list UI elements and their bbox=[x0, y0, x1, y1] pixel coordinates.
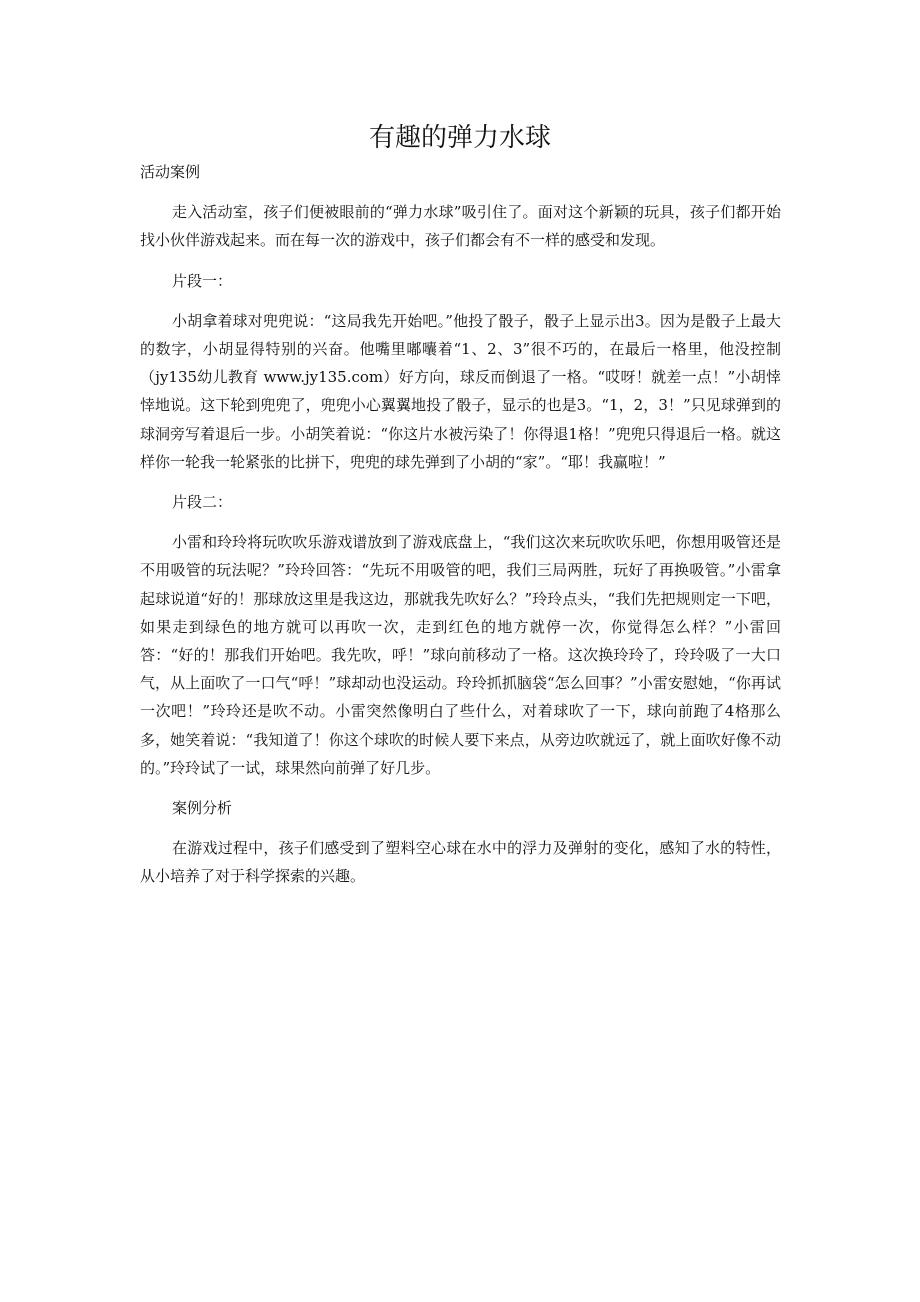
document-title: 有趣的弹力水球 bbox=[368, 123, 551, 153]
analysis-paragraph: 在游戏过程中，孩子们感受到了塑料空心球在水中的浮力及弹射的变化，感知了水的特性，从小培养了对于科学探索的兴趣。 bbox=[140, 839, 781, 886]
fragment1-heading: 片段一： bbox=[172, 271, 233, 290]
document-body bbox=[140, 158, 781, 903]
fragment1-paragraph: 小胡拿着球对兜兜说：“这局我先开始吧。”他投了骰子，骰子上显示出3。因为是骰子上最大的数字，小胡显得特别的兴奋。他嘴里嘟囔着“1、2、3”很不巧的，在最后一格里，他没控制（jy135幼儿教育 www.jy135.com）好方向，球反而倒退了一格。“哎呀！就差一点！”小胡悻悻地说。这下轮到兜兜了，兜兜小心翼翼地投了骰子，显示的也是3。“1，2，3！”只见球弹到的球洞旁写着退后一步。小胡笑着说：“你这片水被污染了！你得退1格！”兜兜只得退后一格。就这样你一轮我一轮紧张的比拼下，兜兜的球先弹到了小胡的“家”。“耶！我赢啦！” bbox=[140, 311, 781, 471]
fragment2-heading: 片段二： bbox=[172, 493, 233, 512]
analysis-heading: 案例分析 bbox=[172, 799, 233, 818]
fragment2-paragraph: 小雷和玲玲将玩吹吹乐游戏谱放到了游戏底盘上，“我们这次来玩吹吹乐吧，你想用吸管还是不用吸管的玩法呢？”玲玲回答：“先玩不用吸管的吧，我们三局两胜，玩好了再换吸管。”小雷拿起球说道“好的！那球放这里是我这边，那就我先吹好么？”玲玲点头，“我们先把规则定一下吧，如果走到绿色的地方就可以再吹一次，走到红色的地方就停一次，你觉得怎么样？”小雷回答：“好的！那我们开始吧。我先吹，呼！”球向前移动了一格。这次换玲玲了，玲玲吸了一大口气，从上面吹了一口气“呼！”球却动也没运动。玲玲抓抓脑袋“怎么回事？”小雷安慰她，“你再试一次吧！”玲玲还是吹不动。小雷突然像明白了些什么，对着球吹了一下，球向前跑了4格那么多，她笑着说：“我知道了！你这个球吹的时候人要下来点，从旁边吹就远了，就上面吹好像不动的。”玲玲试了一试，球果然向前弹了好几步。 bbox=[140, 533, 781, 777]
section-label: 活动案例 bbox=[140, 163, 201, 181]
intro-paragraph: 走入活动室，孩子们便被眼前的“弹力水球”吸引住了。面对这个新颖的玩具，孩子们都开始找小伙伴游戏起来。而在每一次的游戏中，孩子们都会有不一样的感受和发现。 bbox=[140, 203, 781, 250]
